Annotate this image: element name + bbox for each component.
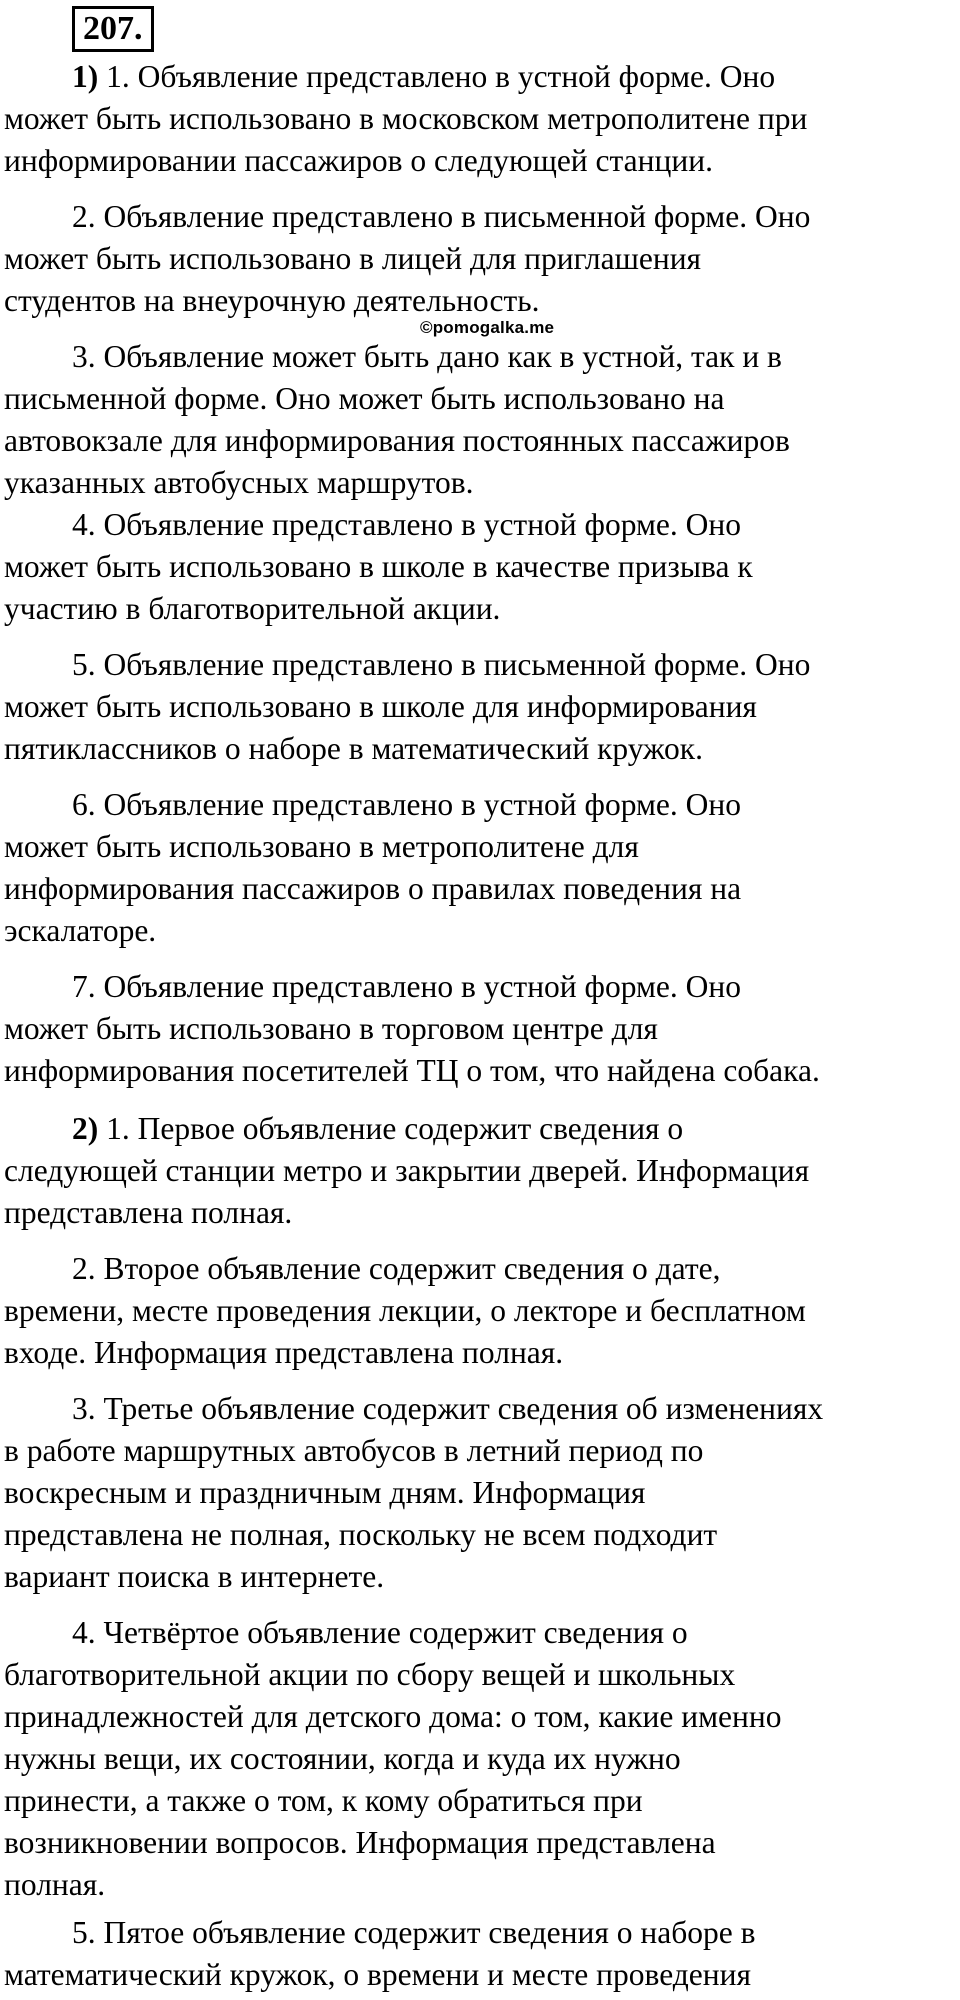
section1-item-7: 7. Объявление представлено в устной форме. Оно может быть использовано в торговом центре для информирования посетителей ТЦ о том, что найдена собака. — [4, 969, 820, 1088]
section1-item-5: 5. Объявление представлено в письменной форме. Оно может быть использовано в школе для информирования пятиклассников о наборе в математический кружок. — [4, 647, 811, 766]
task-number: 207. — [72, 6, 154, 52]
watermark: ©pomogalka.me — [420, 318, 555, 337]
section1-item-1 — [4, 56, 960, 182]
section2-label: 2) — [72, 1111, 99, 1146]
section2-item-1-text: 1. Первое объявление содержит сведения о следующей станции метро и закрытии дверей. Информация представлена полная. — [4, 1111, 810, 1230]
section2-item-5: 5. Пятое объявление содержит сведения о наборе в математический кружок, о времени и месте проведения — [4, 1915, 756, 1992]
section1-item-3: 3. Объявление может быть дано как в устной, так и в письменной форме. Оно может быть использовано на автовокзале для информирования постоянных пассажиров указанных автобусных маршрутов. — [4, 339, 790, 500]
section1-label: 1) — [72, 59, 99, 94]
section2-item-1 — [4, 1108, 960, 1234]
section2-item-4: 4. Четвёртое объявление содержит сведения о благотворительной акции по сбору вещей и школьных принадлежностей для детского дома: о том, какие именно нужны вещи, их состоянии, когда и куда их нужно принести, а также о том, к кому обратиться при возникновении вопросов. Информация представлена полная. — [4, 1615, 782, 1902]
section2-item-3: 3. Третье объявление содержит сведения об изменениях в работе маршрутных автобусов в летний период по воскресным и праздничным дням. Информация представлена не полная, поскольку не всем подходит вариант поиска в интернете. — [4, 1391, 824, 1594]
section1-item-4: 4. Объявление представлено в устной форме. Оно может быть использовано в школе в качестве призыва к участию в благотворительной акции. — [4, 507, 753, 626]
section2-item-2: 2. Второе объявление содержит сведения о дате, времени, месте проведения лекции, о лекторе и бесплатном входе. Информация представлена полная. — [4, 1251, 806, 1370]
section1-item-1-text: 1. Объявление представлено в устной форме. Оно может быть использовано в московском метрополитене при информировании пассажиров о следующей станции. — [4, 59, 808, 178]
section1-item-2: 2. Объявление представлено в письменной форме. Оно может быть использовано в лицей для приглашения студентов на внеурочную деятельность. — [4, 199, 811, 318]
section1-item-6: 6. Объявление представлено в устной форме. Оно может быть использовано в метрополитене для информирования пассажиров о правилах поведения на эскалаторе. — [4, 787, 742, 948]
